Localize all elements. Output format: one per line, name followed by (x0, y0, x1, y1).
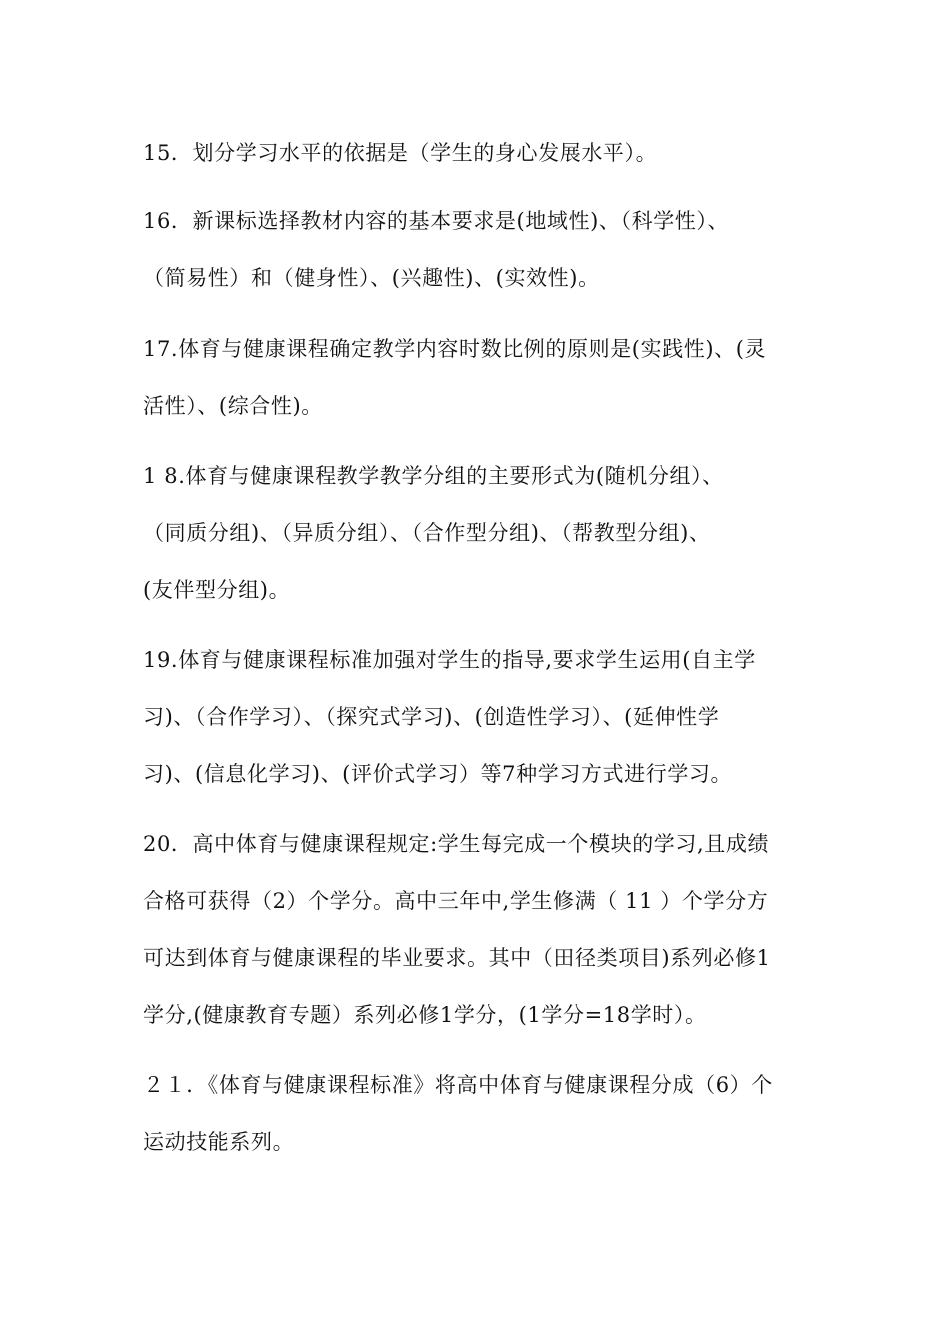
text-line-q21-1: ２１．《体育与健康课程标准》将高中体育与健康课程分成（6）个 (143, 1073, 773, 1097)
text-line-q20-2: 合格可获得（2）个学分。高中三年中,学生修满（ 11 ）个学分方 (143, 889, 769, 913)
text-line-q21-2: 运动技能系列。 (143, 1130, 295, 1154)
text-line-q20-4: 学分,(健康教育专题）系列必修1学分，(1学分=18学时）。 (143, 1003, 707, 1027)
text-line-q18-1: 1 8.体育与健康课程教学教学分组的主要形式为(随机分组）、 (143, 464, 724, 488)
text-line-q20-3: 可达到体育与健康课程的毕业要求。其中（田径类项目)系列必修1 (143, 946, 771, 970)
text-line-q16-2: （简易性）和（健身性）、(兴趣性)、(实效性)。 (143, 266, 600, 290)
text-line-q19-2: 习)、（合作学习）、（探究式学习)、(创造性学习）、(延伸性学 (143, 705, 720, 729)
text-line-q15: 15．划分学习水平的依据是（学生的身心发展水平）。 (143, 141, 658, 165)
text-line-q17-2: 活性）、(综合性)。 (143, 394, 323, 418)
text-line-q16-1: 16．新课标选择教材内容的基本要求是(地域性)、（科学性）、 (143, 209, 730, 233)
text-line-q18-3: (友伴型分组)。 (143, 578, 291, 602)
text-line-q19-1: 19.体育与健康课程标准加强对学生的指导,要求学生运用(自主学 (143, 648, 756, 672)
text-line-q17-1: 17.体育与健康课程确定教学内容时数比例的原则是(实践性)、(灵 (143, 337, 767, 361)
text-line-q20-1: 20．高中体育与健康课程规定:学生每完成一个模块的学习,且成绩 (143, 832, 770, 856)
text-line-q18-2: （同质分组)、（异质分组）、（合作型分组)、（帮教型分组)、 (143, 521, 711, 545)
text-line-q19-3: 习)、(信息化学习)、(评价式学习）等7种学习方式进行学习。 (143, 762, 733, 786)
